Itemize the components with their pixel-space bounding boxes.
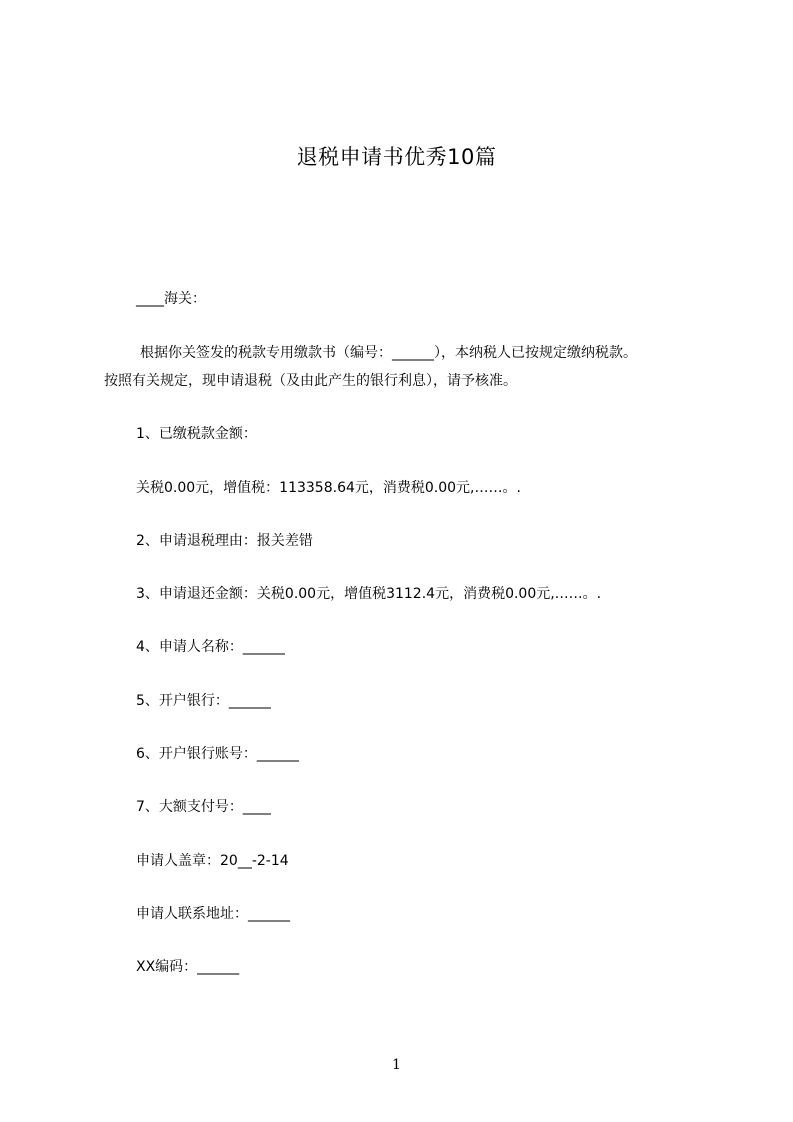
bank-account: 6、开户银行账号：______ (136, 746, 299, 762)
refund-amount: 3、申请退还金额：关税0.00元，增值税3112.4元，消费税0.00元,……。. (136, 586, 602, 602)
paid-tax-heading: 1、已缴税款金额： (136, 426, 257, 442)
applicant-address: 申请人联系地址：______ (136, 906, 290, 922)
paid-tax-amounts: 关税0.00元，增值税：113358.64元，消费税0.00元,……。. (136, 480, 521, 496)
postal-code: XX编码：______ (136, 959, 240, 975)
applicant-seal-date: 申请人盖章：20__-2-14 (136, 853, 289, 869)
intro-paragraph-line-2: 按照有关规定，现申请退税（及由此产生的银行利息），请予核准。 (104, 373, 517, 389)
document-title: 退税申请书优秀10篇 (296, 145, 497, 169)
addressee-line: ____海关： (136, 291, 206, 307)
applicant-name: 4、申请人名称：______ (136, 639, 285, 655)
large-payment-number: 7、大额支付号：____ (136, 799, 271, 815)
intro-paragraph-line-1: 根据你关签发的税款专用缴款书（编号：______），本纳税人已按规定缴纳税款。 (140, 345, 637, 361)
refund-reason: 2、申请退税理由：报关差错 (136, 533, 313, 549)
bank-name: 5、开户银行：______ (136, 693, 271, 709)
page-number: 1 (392, 1057, 401, 1073)
